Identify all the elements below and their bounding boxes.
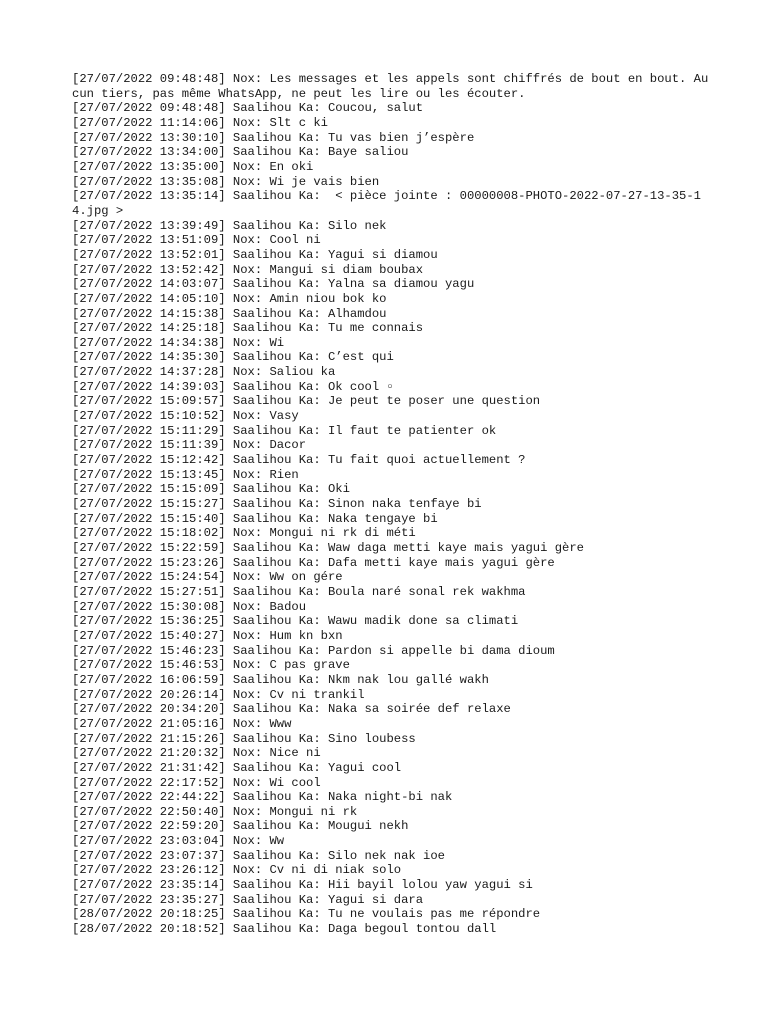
message-line: [28/07/2022 20:18:52] Saalihou Ka: Daga begoul tontou dall — [72, 922, 497, 937]
message-line: [27/07/2022 22:59:20] Saalihou Ka: Mougui nekh — [72, 819, 409, 834]
message-line: [27/07/2022 14:05:10] Nox: Amin niou bok ko — [72, 291, 387, 306]
message-line: [27/07/2022 11:14:06] Nox: Slt c ki — [72, 115, 328, 130]
message-line: [27/07/2022 21:15:26] Saalihou Ka: Sino loubess — [72, 731, 416, 746]
message-line: [27/07/2022 22:44:22] Saalihou Ka: Naka night-bi nak — [72, 790, 453, 805]
message-line: [27/07/2022 15:12:42] Saalihou Ka: Tu fait quoi actuellement ? — [72, 453, 526, 468]
message-line: [27/07/2022 16:06:59] Saalihou Ka: Nkm nak lou gallé wakh — [72, 672, 489, 687]
message-line: [27/07/2022 14:37:28] Nox: Saliou ka — [72, 365, 336, 380]
message-line: [27/07/2022 15:13:45] Nox: Rien — [72, 467, 299, 482]
chat-transcript — [72, 72, 712, 937]
message-line: [27/07/2022 13:52:01] Saalihou Ka: Yagui si diamou — [72, 247, 438, 262]
message-line: [27/07/2022 15:30:08] Nox: Badou — [72, 599, 307, 614]
message-line: [27/07/2022 15:46:23] Saalihou Ka: Pardon si appelle bi dama dioum — [72, 643, 555, 658]
message-line: [27/07/2022 13:35:14] Saalihou Ka: < pièce jointe : 00000008-PHOTO-2022-07-27-13-35-14.jpg > — [72, 189, 701, 218]
message-line: [27/07/2022 23:35:27] Saalihou Ka: Yagui si dara — [72, 892, 424, 907]
message-line: [27/07/2022 09:48:48] Nox: Les messages et les appels sont chiffrés de bout en bout. Aucun tiers, pas même WhatsApp, ne peut les lire ou les écouter. — [72, 72, 709, 101]
message-line: [27/07/2022 15:46:53] Nox: C pas grave — [72, 658, 350, 673]
message-line: [27/07/2022 15:11:39] Nox: Dacor — [72, 438, 307, 453]
message-line: [27/07/2022 13:34:00] Saalihou Ka: Baye saliou — [72, 145, 409, 160]
message-line: [27/07/2022 13:51:09] Nox: Cool ni — [72, 233, 321, 248]
message-line: [27/07/2022 20:34:20] Saalihou Ka: Naka sa soirée def relaxe — [72, 702, 511, 717]
message-line: [27/07/2022 15:36:25] Saalihou Ka: Wawu madik done sa climati — [72, 614, 519, 629]
message-line: [27/07/2022 15:10:52] Nox: Vasy — [72, 409, 299, 424]
message-line: [27/07/2022 23:26:12] Nox: Cv ni di niak solo — [72, 863, 402, 878]
message-line: [27/07/2022 14:03:07] Saalihou Ka: Yalna sa diamou yagu — [72, 277, 475, 292]
message-line: [27/07/2022 13:35:00] Nox: En oki — [72, 159, 314, 174]
message-line: [27/07/2022 20:26:14] Nox: Cv ni trankil — [72, 687, 365, 702]
message-line: [27/07/2022 15:15:27] Saalihou Ka: Sinon naka tenfaye bi — [72, 497, 482, 512]
message-line: [27/07/2022 14:39:03] Saalihou Ka: Ok cool ▫ — [72, 379, 394, 394]
message-line: [27/07/2022 15:15:40] Saalihou Ka: Naka tengaye bi — [72, 511, 438, 526]
message-line: [27/07/2022 15:27:51] Saalihou Ka: Boula naré sonal rek wakhma — [72, 584, 526, 599]
message-line: [27/07/2022 15:11:29] Saalihou Ka: Il faut te patienter ok — [72, 423, 497, 438]
message-line: [27/07/2022 23:07:37] Saalihou Ka: Silo nek nak ioe — [72, 848, 445, 863]
message-line: [27/07/2022 09:48:48] Saalihou Ka: Coucou, salut — [72, 101, 424, 116]
message-line: [27/07/2022 14:34:38] Nox: Wi — [72, 335, 285, 350]
message-line: [27/07/2022 21:31:42] Saalihou Ka: Yagui cool — [72, 760, 402, 775]
message-line: [28/07/2022 20:18:25] Saalihou Ka: Tu ne voulais pas me répondre — [72, 907, 541, 922]
message-line: [27/07/2022 23:35:14] Saalihou Ka: Hii bayil lolou yaw yagui si — [72, 878, 533, 893]
message-line: [27/07/2022 15:09:57] Saalihou Ka: Je peut te poser une question — [72, 394, 541, 409]
message-line: [27/07/2022 13:52:42] Nox: Mangui si diam boubax — [72, 262, 424, 277]
message-line: [27/07/2022 14:35:30] Saalihou Ka: C’est qui — [72, 350, 394, 365]
message-line: [27/07/2022 13:30:10] Saalihou Ka: Tu vas bien j’espère — [72, 130, 475, 145]
message-line: [27/07/2022 21:20:32] Nox: Nice ni — [72, 746, 321, 761]
message-line: [27/07/2022 15:18:02] Nox: Mongui ni rk di méti — [72, 526, 416, 541]
message-line: [27/07/2022 14:25:18] Saalihou Ka: Tu me connais — [72, 321, 424, 336]
message-line: [27/07/2022 21:05:16] Nox: Www — [72, 716, 292, 731]
message-line: [27/07/2022 15:24:54] Nox: Ww on gére — [72, 570, 343, 585]
message-line: [27/07/2022 23:03:04] Nox: Ww — [72, 834, 285, 849]
message-line: [27/07/2022 15:22:59] Saalihou Ka: Waw daga metti kaye mais yagui gère — [72, 541, 584, 555]
message-line: [27/07/2022 14:15:38] Saalihou Ka: Alhamdou — [72, 306, 387, 321]
message-line: [27/07/2022 15:40:27] Nox: Hum kn bxn — [72, 628, 343, 643]
message-line: [27/07/2022 15:15:09] Saalihou Ka: Oki — [72, 482, 350, 497]
message-line: [27/07/2022 22:17:52] Nox: Wi cool — [72, 775, 321, 790]
message-line: [27/07/2022 22:50:40] Nox: Mongui ni rk — [72, 804, 358, 819]
message-line: [27/07/2022 15:23:26] Saalihou Ka: Dafa metti kaye mais yagui gère — [72, 555, 555, 570]
message-line: [27/07/2022 13:39:49] Saalihou Ka: Silo nek — [72, 218, 387, 233]
message-line: [27/07/2022 13:35:08] Nox: Wi je vais bien — [72, 174, 380, 189]
